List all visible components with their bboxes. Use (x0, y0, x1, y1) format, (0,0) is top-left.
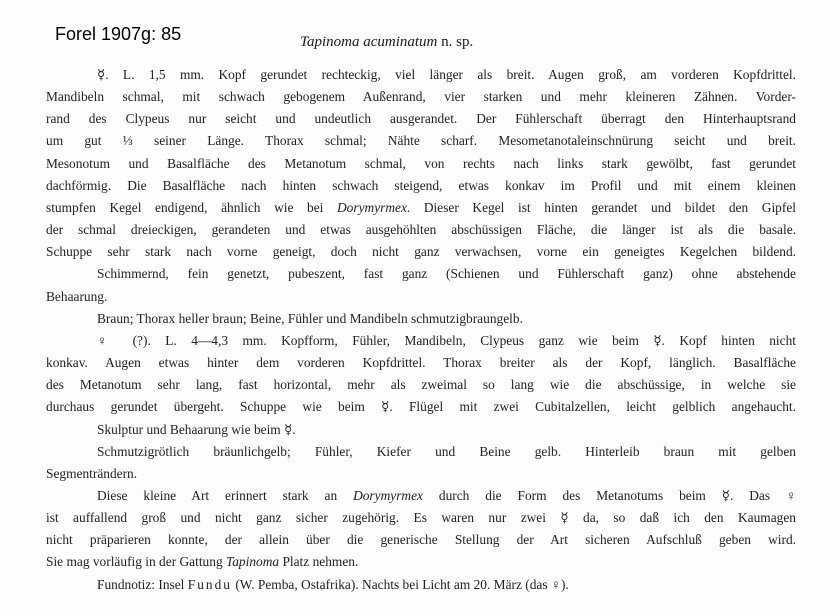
citation-label: Forel 1907g: 85 (55, 24, 182, 44)
text-line: Segmenträndern. (46, 465, 138, 481)
species-name: Tapinoma acuminatum (300, 34, 438, 50)
text-line: konkav. Augen etwas hinter dem vorderen Kopfdrittel. Thorax breiter als der Kopf, länglich. Basalfläche (46, 355, 796, 371)
text-line: Fundnotiz: Insel Fundu (W. Pemba, Ostafrika). Nachts bei Licht am 20. März (das ♀). (97, 576, 569, 592)
text-line: Schuppe sehr stark nach vorne geneigt, doch nicht ganz verwachsen, vorne ein geneigtes Kegelchen bildend. (46, 244, 796, 260)
text-line: Mandibeln schmal, mit schwach gebogenem Außenrand, vier starken und mehr kleineren Zähnen. Vorder- (46, 89, 796, 105)
text-line: des Metanotum sehr lang, fast horizontal, mehr als zweimal so lang wie die abschüssige, in welche sie (46, 377, 796, 393)
text-line: um gut ⅓ seiner Länge. Thorax schmal; Nähte scharf. Mesometanotaleinschnürung seicht und breit. (46, 133, 796, 149)
text-line: Braun; Thorax heller braun; Beine, Fühler und Mandibeln schmutzigbraungelb. (97, 310, 523, 326)
text-line: nicht präparieren konnte, der allein über die generische Stellung der Art sicheren Aufschluß geben wird. (46, 532, 796, 548)
text-line: dachförmig. Die Basalfläche nach hinten schwach steigend, etwas konkav im Profil und mit einem kleinen (46, 177, 796, 193)
text-line: der schmal dreieckigen, gerandeten und etwas ausgehöhlten abschüssigen Fläche, die länger ist als die basale. (46, 222, 796, 238)
text-line: durchaus gerundet übergeht. Schuppe wie beim ☿. Flügel mit zwei Cubitalzellen, leicht gelblich angehaucht. (46, 399, 796, 415)
species-title (300, 34, 473, 51)
species-status: n. sp. (441, 34, 474, 50)
description-body (46, 64, 796, 596)
text-line: ist auffallend groß und nicht ganz sicher zugehörig. Es waren nur zwei ☿ da, so daß ich den Kaumagen (46, 510, 796, 526)
text-line: Sie mag vorläufig in der Gattung Tapinoma Platz nehmen. (46, 554, 359, 570)
text-line: ♀ (?). L. 4—4,3 mm. Kopfform, Fühler, Mandibeln, Clypeus ganz wie beim ☿. Kopf hinten nicht (97, 332, 796, 348)
text-line: ☿. L. 1,5 mm. Kopf gerundet rechteckig, viel länger als breit. Augen groß, am vorderen Kopfdrittel. (97, 67, 796, 82)
text-line: Diese kleine Art erinnert stark an Dorymyrmex durch die Form des Metanotums beim ☿. Das ♀ (97, 487, 796, 503)
text-line: Behaarung. (46, 288, 108, 304)
text-line: Schmutzigrötlich bräunlichgelb; Fühler, Kiefer und Beine gelb. Hinterleib braun mit gelben (97, 443, 796, 459)
text-line: rand des Clypeus nur seicht und undeutlich ausgerandet. Der Fühlerschaft überragt den Hinterhauptsrand (46, 111, 796, 127)
text-line: Skulptur und Behaarung wie beim ☿. (97, 421, 296, 437)
text-line: Schimmernd, fein genetzt, pubeszent, fast ganz (Schienen und Fühlerschaft ganz) ohne abstehende (97, 266, 796, 282)
text-line: Mesonotum und Basalfläche des Metanotum schmal, von rechts nach links stark gewölbt, fast gerundet (46, 155, 796, 171)
text-line: stumpfen Kegel endigend, ähnlich wie bei Dorymyrmex. Dieser Kegel ist hinten gerandet und bildet den Gipfel (46, 199, 796, 215)
